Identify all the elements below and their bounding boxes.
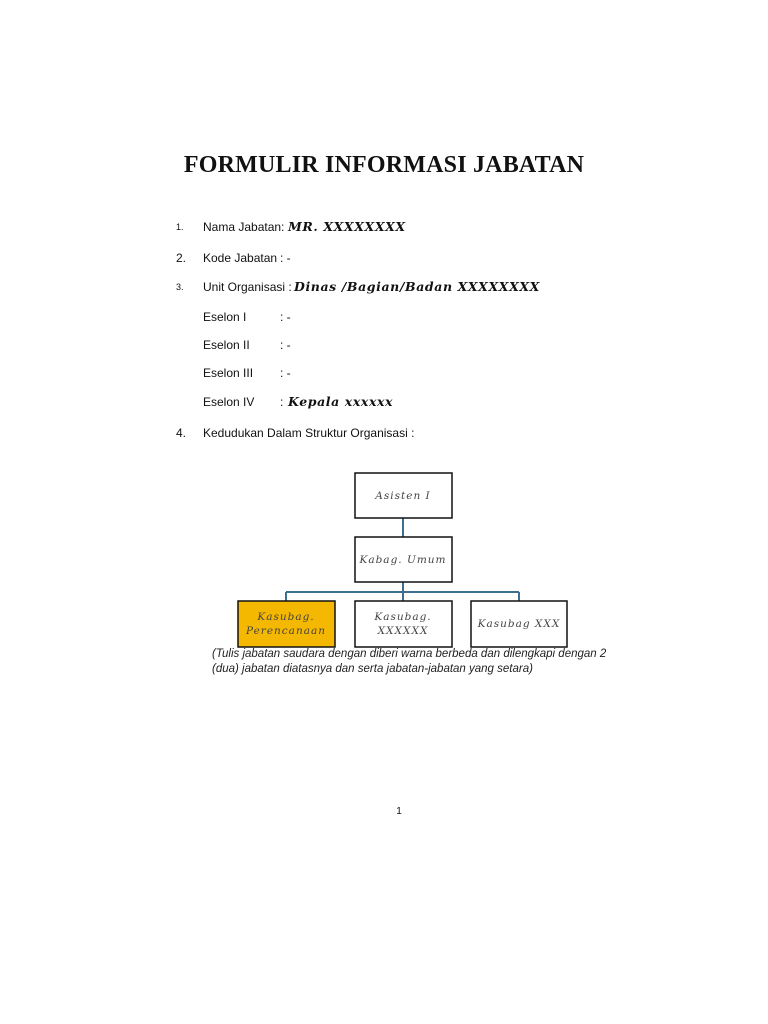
org-box-kasubag-perencanaan bbox=[238, 601, 335, 647]
org-box-text: Asisten I bbox=[375, 490, 431, 502]
org-box-text: XXXXXX bbox=[377, 625, 429, 637]
field-colon: : bbox=[280, 395, 284, 409]
org-box-text: Perencanaan bbox=[246, 625, 326, 637]
field-value: Dinas /Bagian/Badan XXXXXXXX bbox=[294, 279, 540, 294]
org-box-kasubag-xxx bbox=[471, 601, 567, 647]
org-box-text: Kasubag. bbox=[257, 611, 315, 623]
field-number: 2. bbox=[176, 251, 187, 265]
field-number: 3. bbox=[176, 282, 184, 292]
field-label: Eselon I bbox=[203, 310, 247, 324]
org-box-text: Kasubag. bbox=[374, 611, 432, 623]
field-number: 1. bbox=[176, 222, 184, 232]
field-label: Unit Organisasi : bbox=[203, 280, 292, 294]
org-box-kasubag-xxxxxx bbox=[355, 601, 452, 647]
instruction-note: (Tulis jabatan saudara dengan diberi warna berbeda dan dilengkapi dengan 2 (dua) jabatan diatasnya dan serta jabatan-jabatan yang setara) bbox=[212, 648, 607, 675]
field-label: Nama Jabatan: bbox=[203, 220, 285, 234]
field-colon: : - bbox=[280, 338, 291, 352]
org-box-text: Kabag. Umum bbox=[359, 554, 447, 566]
org-box-top bbox=[355, 473, 452, 518]
org-box-middle bbox=[355, 537, 452, 582]
org-box-text: Kasubag XXX bbox=[477, 618, 561, 630]
page-title: FORMULIR INFORMASI JABATAN bbox=[183, 152, 585, 178]
field-label: Eselon II bbox=[203, 338, 250, 352]
field-colon: : - bbox=[280, 251, 291, 265]
field-number: 4. bbox=[176, 426, 187, 440]
field-value: Kepala xxxxxx bbox=[288, 394, 394, 409]
field-label: Kode Jabatan bbox=[203, 251, 278, 265]
field-value: MR. XXXXXXXX bbox=[288, 219, 406, 234]
field-label: Eselon III bbox=[203, 366, 254, 380]
field-label: Kedudukan Dalam Struktur Organisasi : bbox=[203, 426, 415, 440]
field-colon: : - bbox=[280, 366, 291, 380]
field-label: Eselon IV bbox=[203, 395, 255, 409]
field-colon: : - bbox=[280, 310, 291, 324]
page-number: 1 bbox=[396, 806, 402, 817]
